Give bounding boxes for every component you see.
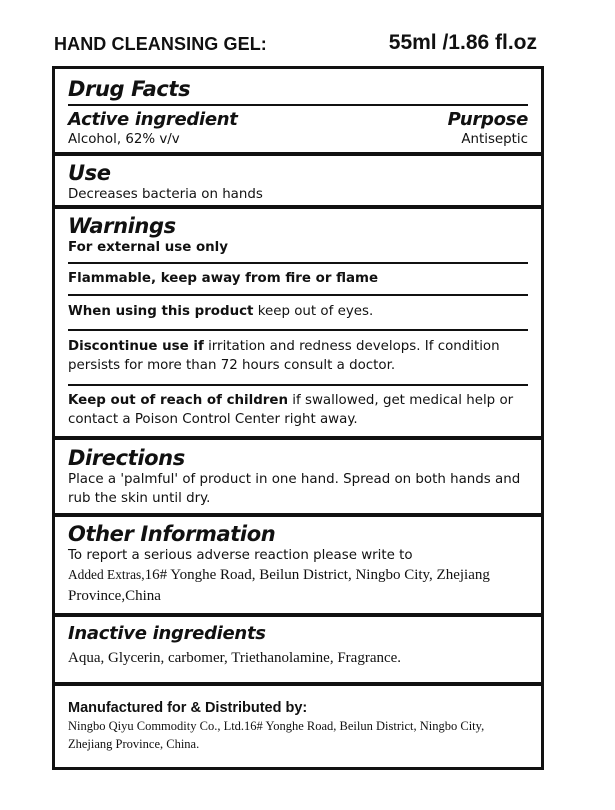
active-ingredient-heading: Active ingredient — [68, 109, 238, 130]
flammable-text: Flammable, keep away from fire or flame — [68, 271, 379, 286]
report-address — [65, 565, 528, 607]
directions-text: Place a 'palmful' of product in one hand. Spread on both hands and rub the skin until dry. — [68, 472, 521, 506]
purpose-value: Antiseptic — [461, 132, 528, 147]
flammable-warning — [68, 269, 528, 288]
product-size: 55ml /1.86 fl.oz — [388, 31, 537, 54]
discontinue-label: Discontinue use if — [68, 339, 204, 354]
report-company: Added Extras, — [68, 567, 145, 582]
other-information-section — [68, 522, 528, 607]
other-information-text: To report a serious adverse reaction please write to — [68, 548, 413, 563]
warnings-heading: Warnings — [68, 214, 176, 238]
divider — [55, 436, 541, 440]
use-section — [68, 161, 528, 204]
discontinue-warning — [68, 337, 528, 375]
divider — [55, 682, 541, 686]
external-use-warning: For external use only — [68, 240, 228, 255]
inactive-ingredients-text: Aqua, Glycerin, carbomer, Triethanolamine, Fragrance. — [68, 650, 402, 666]
active-ingredient-value: Alcohol, 62% v/v — [68, 132, 180, 147]
other-information-heading: Other Information — [68, 522, 276, 546]
inactive-ingredients-section — [68, 624, 528, 669]
inactive-ingredients-heading: Inactive ingredients — [68, 623, 266, 644]
divider — [68, 262, 528, 264]
product-title: HAND CLEANSING GEL: — [54, 34, 267, 54]
when-using-label: When using this product — [68, 304, 254, 319]
manufacturer-text: Ningbo Qiyu Commodity Co., Ltd.16# Yonghe Road, Beilun District, Ningbo City, Zhejiang Province, China. — [68, 719, 485, 751]
divider — [55, 513, 541, 517]
manufacturer-section — [68, 699, 528, 753]
manufacturer-heading: Manufactured for & Distributed by: — [68, 700, 308, 716]
drug-facts-title: Drug Facts — [68, 77, 191, 101]
divider — [68, 294, 528, 296]
directions-heading: Directions — [68, 446, 185, 470]
drug-facts-header — [68, 77, 528, 101]
children-text: if swallowed, get medical help or contact a Poison Control Center right away. — [68, 393, 514, 427]
discontinue-text: irritation and redness develops. If condition persists for more than 72 hours consult a doctor. — [68, 339, 500, 373]
use-heading: Use — [68, 161, 111, 185]
when-using-text: keep out of eyes. — [253, 304, 374, 319]
when-using-warning — [68, 302, 528, 321]
divider — [68, 329, 528, 331]
divider — [68, 104, 528, 106]
children-warning — [68, 391, 528, 429]
report-address-text: 16# Yonghe Road, Beilun District, Ningbo City, Zhejiang Province,China — [68, 567, 490, 604]
divider — [55, 152, 541, 156]
drug-facts-panel — [52, 66, 544, 770]
divider — [68, 384, 528, 386]
directions-section — [68, 446, 528, 508]
purpose-heading: Purpose — [447, 109, 528, 130]
use-text: Decreases bacteria on hands — [68, 187, 263, 202]
warnings-section — [68, 214, 528, 257]
divider — [55, 205, 541, 209]
divider — [55, 613, 541, 617]
children-label: Keep out of reach of children — [68, 393, 289, 408]
active-ingredient-section — [68, 110, 528, 149]
